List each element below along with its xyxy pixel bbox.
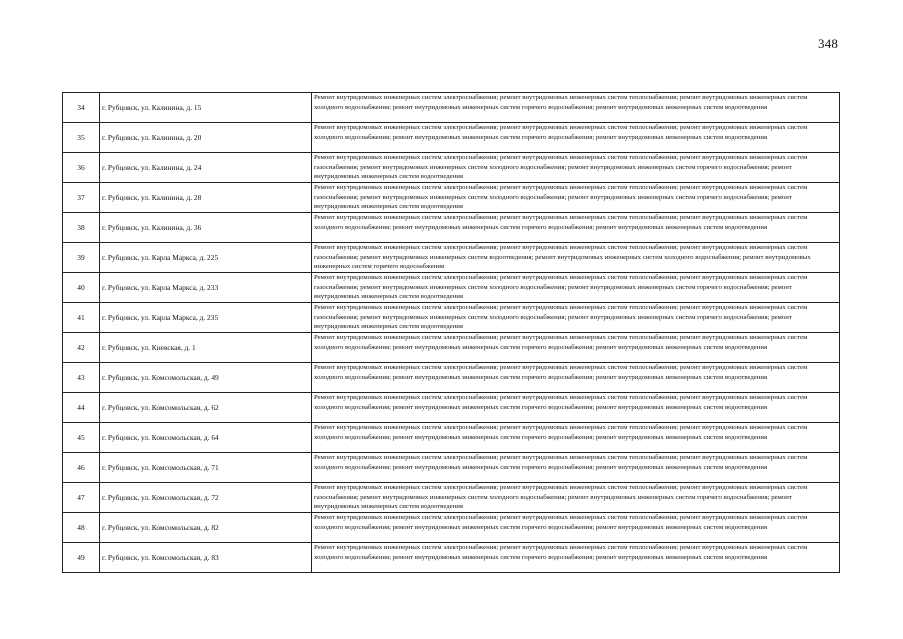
address-cell: г. Рубцовск, ул. Комсомольская, д. 72 <box>100 483 312 513</box>
row-number: 36 <box>63 153 100 183</box>
row-number: 34 <box>63 93 100 123</box>
address-cell: г. Рубцовск, ул. Комсомольская, д. 83 <box>100 543 312 573</box>
row-number: 37 <box>63 183 100 213</box>
works-cell: Ремонт внутридомовых инженерных систем электроснабжения; ремонт внутридомовых инженерных систем теплоснабжения; ремонт внутридомовых инженерных систем газоснабжения; ремонт внутридомовых инженерных систем водоотведения; ремонт внутридомовых инженерных систем холодного водоснабжения; ремонт внутридомовых инженерных систем горячего водоснабжения <box>312 243 840 273</box>
row-number: 49 <box>63 543 100 573</box>
page-number: 348 <box>818 36 839 51</box>
address-cell: г. Рубцовск, ул. Комсомольская, д. 49 <box>100 363 312 393</box>
works-cell: Ремонт внутридомовых инженерных систем электроснабжения; ремонт внутридомовых инженерных систем теплоснабжения; ремонт внутридомовых инженерных систем газоснабжения; ремонт внутридомовых инженерных систем холодного водоснабжения; ремонт внутридомовых инженерных систем горячего водоснабжения; ремонт внутридомовых инженерных систем водоотведения <box>312 303 840 333</box>
table-row <box>63 423 840 453</box>
row-number: 44 <box>63 393 100 423</box>
repair-works-table <box>62 92 840 573</box>
row-number: 48 <box>63 513 100 543</box>
row-number: 41 <box>63 303 100 333</box>
works-cell: Ремонт внутридомовых инженерных систем электроснабжения; ремонт внутридомовых инженерных систем теплоснабжения; ремонт внутридомовых инженерных систем холодного водоснабжения; ремонт внутридомовых инженерных систем горячего водоснабжения; ремонт внутридомовых инженерных систем водоотведения <box>312 213 840 243</box>
works-cell: Ремонт внутридомовых инженерных систем электроснабжения; ремонт внутридомовых инженерных систем теплоснабжения; ремонт внутридомовых инженерных систем холодного водоснабжения; ремонт внутридомовых инженерных систем горячего водоснабжения; ремонт внутридомовых инженерных систем водоотведения <box>312 123 840 153</box>
works-cell: Ремонт внутридомовых инженерных систем электроснабжения; ремонт внутридомовых инженерных систем теплоснабжения; ремонт внутридомовых инженерных систем газоснабжения; ремонт внутридомовых инженерных систем холодного водоснабжения; ремонт внутридомовых инженерных систем горячего водоснабжения; ремонт внутридомовых инженерных систем водоотведения <box>312 273 840 303</box>
table-row <box>63 213 840 243</box>
row-number: 40 <box>63 273 100 303</box>
works-cell: Ремонт внутридомовых инженерных систем электроснабжения; ремонт внутридомовых инженерных систем теплоснабжения; ремонт внутридомовых инженерных систем холодного водоснабжения; ремонт внутридомовых инженерных систем горячего водоснабжения; ремонт внутридомовых инженерных систем водоотведения <box>312 543 840 573</box>
works-cell: Ремонт внутридомовых инженерных систем электроснабжения; ремонт внутридомовых инженерных систем теплоснабжения; ремонт внутридомовых инженерных систем газоснабжения; ремонт внутридомовых инженерных систем холодного водоснабжения; ремонт внутридомовых инженерных систем горячего водоснабжения; ремонт внутридомовых инженерных систем водоотведения <box>312 183 840 213</box>
address-cell: г. Рубцовск, ул. Калинина, д. 15 <box>100 93 312 123</box>
address-cell: г. Рубцовск, ул. Комсомольская, д. 62 <box>100 393 312 423</box>
address-cell: г. Рубцовск, ул. Карла Маркса, д. 233 <box>100 273 312 303</box>
table-row <box>63 153 840 183</box>
table-row <box>63 363 840 393</box>
row-number: 46 <box>63 453 100 483</box>
table-row <box>63 453 840 483</box>
works-cell: Ремонт внутридомовых инженерных систем электроснабжения; ремонт внутридомовых инженерных систем теплоснабжения; ремонт внутридомовых инженерных систем холодного водоснабжения; ремонт внутридомовых инженерных систем горячего водоснабжения; ремонт внутридомовых инженерных систем водоотведения <box>312 333 840 363</box>
table-row <box>63 513 840 543</box>
table-row <box>63 93 840 123</box>
table-row <box>63 123 840 153</box>
address-cell: г. Рубцовск, ул. Киевская, д. 1 <box>100 333 312 363</box>
table-row <box>63 183 840 213</box>
address-cell: г. Рубцовск, ул. Калинина, д. 20 <box>100 123 312 153</box>
table-row <box>63 243 840 273</box>
table-row <box>63 303 840 333</box>
works-cell: Ремонт внутридомовых инженерных систем электроснабжения; ремонт внутридомовых инженерных систем теплоснабжения; ремонт внутридомовых инженерных систем холодного водоснабжения; ремонт внутридомовых инженерных систем горячего водоснабжения; ремонт внутридомовых инженерных систем водоотведения <box>312 513 840 543</box>
address-cell: г. Рубцовск, ул. Комсомольская, д. 64 <box>100 423 312 453</box>
row-number: 35 <box>63 123 100 153</box>
table-row <box>63 393 840 423</box>
table-row <box>63 333 840 363</box>
address-cell: г. Рубцовск, ул. Калинина, д. 24 <box>100 153 312 183</box>
address-cell: г. Рубцовск, ул. Комсомольская, д. 82 <box>100 513 312 543</box>
address-cell: г. Рубцовск, ул. Калинина, д. 28 <box>100 183 312 213</box>
address-cell: г. Рубцовск, ул. Карла Маркса, д. 235 <box>100 303 312 333</box>
table-row <box>63 273 840 303</box>
table-row <box>63 543 840 573</box>
works-cell: Ремонт внутридомовых инженерных систем электроснабжения; ремонт внутридомовых инженерных систем теплоснабжения; ремонт внутридомовых инженерных систем газоснабжения; ремонт внутридомовых инженерных систем холодного водоснабжения; ремонт внутридомовых инженерных систем горячего водоснабжения; ремонт внутридомовых инженерных систем водоотведения <box>312 483 840 513</box>
row-number: 42 <box>63 333 100 363</box>
table-row <box>63 483 840 513</box>
row-number: 47 <box>63 483 100 513</box>
works-cell: Ремонт внутридомовых инженерных систем электроснабжения; ремонт внутридомовых инженерных систем теплоснабжения; ремонт внутридомовых инженерных систем газоснабжения; ремонт внутридомовых инженерных систем холодного водоснабжения; ремонт внутридомовых инженерных систем горячего водоснабжения; ремонт внутридомовых инженерных систем водоотведения <box>312 153 840 183</box>
address-cell: г. Рубцовск, ул. Комсомольская, д. 71 <box>100 453 312 483</box>
works-cell: Ремонт внутридомовых инженерных систем электроснабжения; ремонт внутридомовых инженерных систем теплоснабжения; ремонт внутридомовых инженерных систем холодного водоснабжения; ремонт внутридомовых инженерных систем горячего водоснабжения; ремонт внутридомовых инженерных систем водоотведения <box>312 453 840 483</box>
address-cell: г. Рубцовск, ул. Калинина, д. 36 <box>100 213 312 243</box>
row-number: 43 <box>63 363 100 393</box>
works-cell: Ремонт внутридомовых инженерных систем электроснабжения; ремонт внутридомовых инженерных систем теплоснабжения; ремонт внутридомовых инженерных систем холодного водоснабжения; ремонт внутридомовых инженерных систем горячего водоснабжения; ремонт внутридомовых инженерных систем водоотведения <box>312 93 840 123</box>
address-cell: г. Рубцовск, ул. Карла Маркса, д. 225 <box>100 243 312 273</box>
row-number: 45 <box>63 423 100 453</box>
works-cell: Ремонт внутридомовых инженерных систем электроснабжения; ремонт внутридомовых инженерных систем теплоснабжения; ремонт внутридомовых инженерных систем холодного водоснабжения; ремонт внутридомовых инженерных систем горячего водоснабжения; ремонт внутридомовых инженерных систем водоотведения <box>312 393 840 423</box>
row-number: 39 <box>63 243 100 273</box>
works-cell: Ремонт внутридомовых инженерных систем электроснабжения; ремонт внутридомовых инженерных систем теплоснабжения; ремонт внутридомовых инженерных систем холодного водоснабжения; ремонт внутридомовых инженерных систем горячего водоснабжения; ремонт внутридомовых инженерных систем водоотведения <box>312 363 840 393</box>
works-cell: Ремонт внутридомовых инженерных систем электроснабжения; ремонт внутридомовых инженерных систем теплоснабжения; ремонт внутридомовых инженерных систем холодного водоснабжения; ремонт внутридомовых инженерных систем горячего водоснабжения; ремонт внутридомовых инженерных систем водоотведения <box>312 423 840 453</box>
row-number: 38 <box>63 213 100 243</box>
